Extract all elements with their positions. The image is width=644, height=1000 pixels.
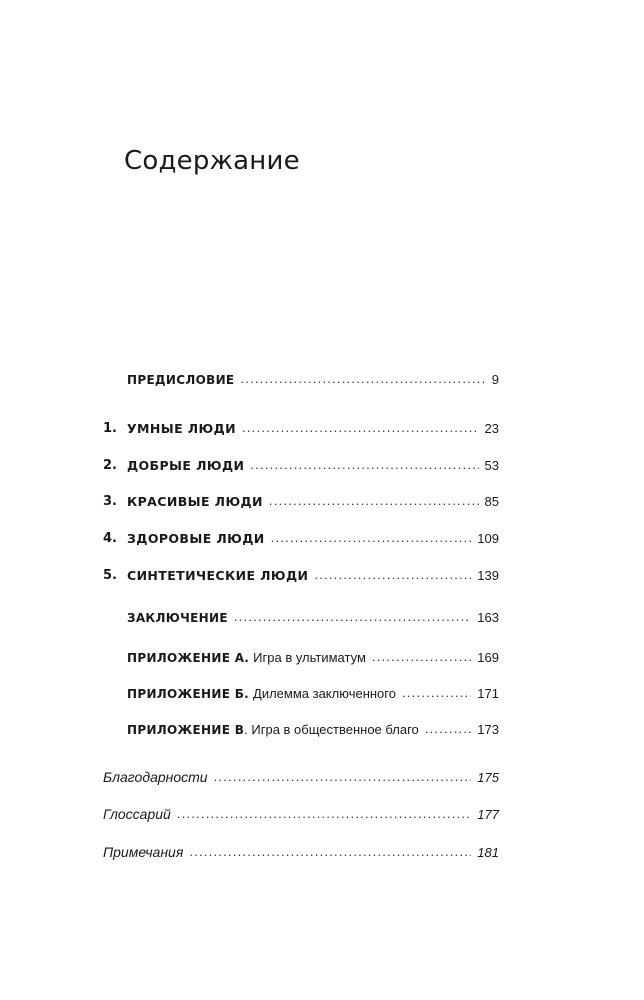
toc-entry-title: УМНЫЕ ЛЮДИ — [127, 421, 237, 436]
toc-entry-appendix-b[interactable] — [127, 685, 499, 703]
toc-entry-page: 139 — [477, 568, 499, 583]
chapter-number: 3. — [103, 494, 117, 509]
toc-entry-title: КРАСИВЫЕ ЛЮДИ — [127, 494, 263, 509]
toc-entry-page: 163 — [477, 610, 499, 625]
toc-entry-appendix-v[interactable] — [127, 721, 499, 739]
leader-dots — [271, 529, 472, 547]
toc-entry-page: 9 — [491, 372, 499, 387]
toc-entry-page: 181 — [477, 845, 499, 860]
appendix-title: Дилемма заключенного — [253, 686, 396, 701]
toc-entry-page: 177 — [477, 807, 499, 822]
toc-entry-title: СИНТЕТИЧЕСКИЕ ЛЮДИ — [127, 568, 309, 583]
toc-entry-chapter-5[interactable] — [103, 567, 499, 585]
leader-dots — [425, 720, 472, 738]
chapter-number: 2. — [103, 458, 117, 473]
toc-entry-title: ПРЕДИСЛОВИЕ — [127, 373, 235, 387]
chapter-number: 4. — [103, 531, 117, 546]
chapter-number: 1. — [103, 421, 117, 436]
leader-dots — [314, 566, 471, 584]
toc-entry-page: 175 — [477, 770, 499, 785]
toc-entry-preface[interactable] — [127, 371, 499, 389]
leader-dots — [402, 684, 471, 702]
toc-entry-appendix-a[interactable] — [127, 649, 499, 667]
appendix-label: ПРИЛОЖЕНИЕ В — [127, 723, 245, 737]
leader-dots — [240, 370, 485, 388]
toc-entry-chapter-2[interactable] — [103, 457, 499, 475]
toc-entry-page: 85 — [484, 494, 499, 509]
toc-entry-acknowledgements[interactable] — [103, 768, 499, 786]
toc-entry-notes[interactable] — [103, 843, 499, 861]
toc-entry-chapter-1[interactable] — [103, 420, 499, 438]
leader-dots — [269, 492, 479, 510]
leader-dots — [250, 456, 478, 474]
toc-entry-title: Примечания — [103, 844, 184, 860]
toc-entry-title: ЗАКЛЮЧЕНИЕ — [127, 611, 228, 625]
toc-entry-title: Глоссарий — [103, 806, 171, 822]
toc-entry-title: Благодарности — [103, 769, 208, 785]
toc-entry-glossary[interactable] — [103, 805, 499, 823]
chapter-number: 5. — [103, 568, 117, 583]
toc-entry-chapter-4[interactable] — [103, 530, 499, 548]
appendix-title: . Игра в общественное благо — [244, 722, 419, 737]
toc-entry-page: 23 — [484, 421, 499, 436]
toc-entry-page: 53 — [484, 458, 499, 473]
toc-entry-page: 169 — [477, 650, 499, 665]
toc-entry-conclusion[interactable] — [127, 609, 499, 627]
leader-dots — [214, 768, 472, 786]
toc-entry-page: 109 — [477, 531, 499, 546]
leader-dots — [189, 843, 471, 861]
page-title: Содержание — [124, 146, 300, 176]
toc-entry-chapter-3[interactable] — [103, 493, 499, 511]
appendix-title: Игра в ультиматум — [253, 650, 366, 665]
appendix-label: ПРИЛОЖЕНИЕ Б. — [127, 687, 250, 701]
toc-entry-page: 171 — [477, 686, 499, 701]
toc-entry-title: ЗДОРОВЫЕ ЛЮДИ — [127, 531, 265, 546]
toc-entry-page: 173 — [477, 722, 499, 737]
appendix-label: ПРИЛОЖЕНИЕ А. — [127, 651, 250, 665]
leader-dots — [177, 805, 471, 823]
toc-entry-title: ДОБРЫЕ ЛЮДИ — [127, 458, 245, 473]
leader-dots — [242, 419, 479, 437]
leader-dots — [372, 648, 471, 666]
leader-dots — [234, 608, 471, 626]
